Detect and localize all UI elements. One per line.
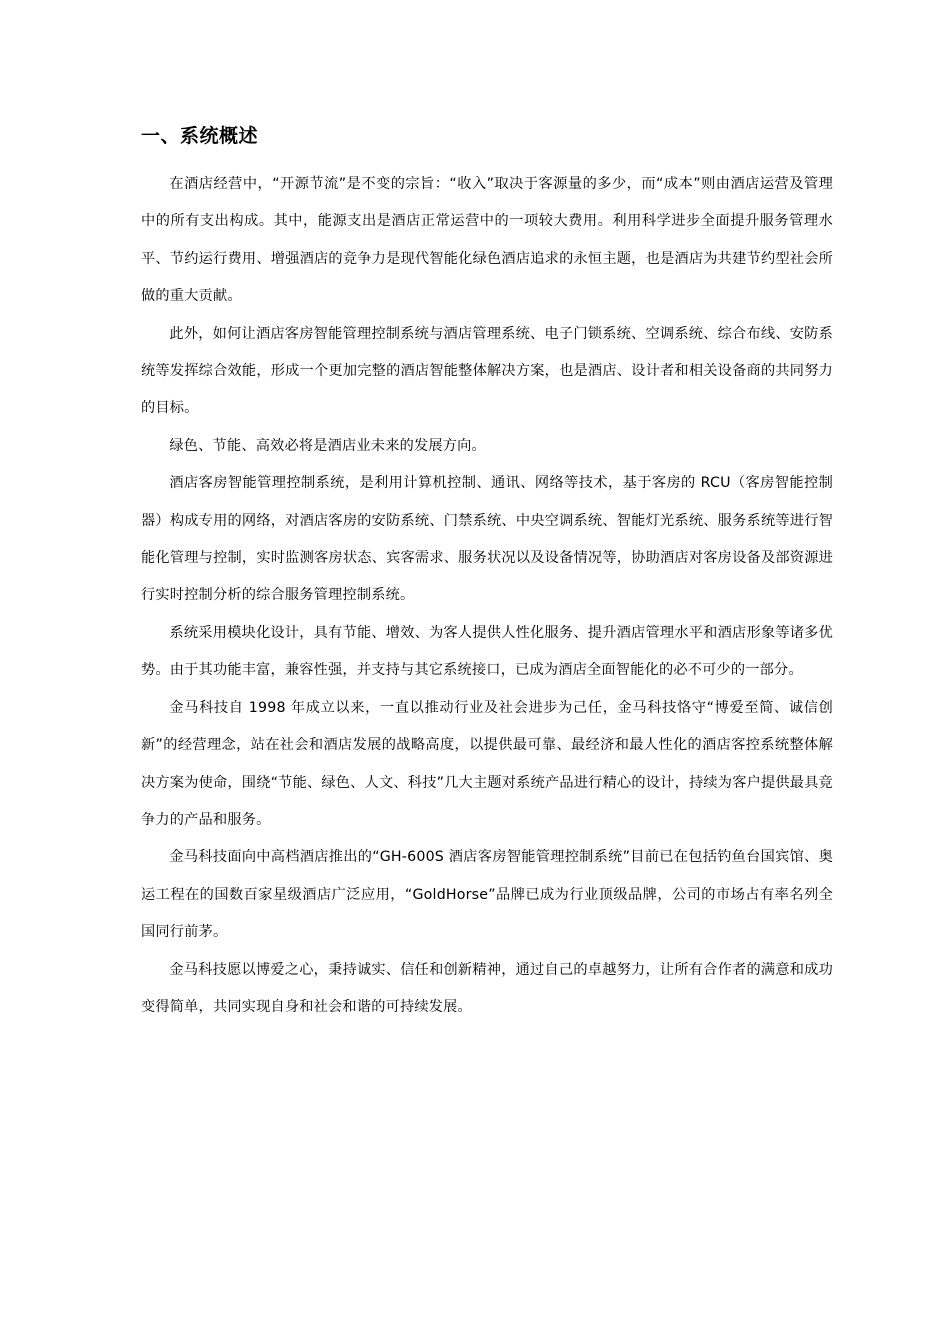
paragraph-company-vision: 金马科技愿以博爱之心，秉持诚实、信任和创新精神，通过自己的卓越努力，让所有合作者的满意和成功变得简单，共同实现自身和社会和谐的可持续发展。 [141, 961, 833, 1015]
paragraph-company-history: 金马科技自 1998 年成立以来，一直以推动行业及社会进步为己任，金马科技恪守“博爱至简、诚信创新”的经营理念，站在社会和酒店发展的战略高度，以提供最可靠、最经济和最人性化的酒店客控系统整体解决方案为使命，围绕“节能、绿色、人文、科技”几大主题对系统产品进行精心的设计，持续为客户提供最具竞争力的产品和服务。 [141, 699, 833, 828]
paragraph-modular-design: 系统采用模块化设计，具有节能、增效、为客人提供人性化服务、提升酒店管理水平和酒店形象等诸多优势。由于其功能丰富，兼容性强，并支持与其它系统接口，已成为酒店全面智能化的必不可少的一部分。 [141, 624, 833, 679]
document-body [141, 122, 833, 1026]
paragraph-product-adoption: 金马科技面向中高档酒店推出的“GH-600S 酒店客房智能管理控制系统”目前已在包括钓鱼台国宾馆、奥运工程在的国数百家星级酒店广泛应用，“GoldHorse”品牌已成为行业顶级品牌，公司的市场占有率名列全国同行前茅。 [141, 849, 833, 941]
paragraph-intro-cost: 在酒店经营中，“开源节流”是不变的宗旨：“收入”取决于客源量的多少，而“成本”则由酒店运营及管理中的所有支出构成。其中，能源支出是酒店正常运营中的一项较大费用。利用科学进步全面提升服务管理水平、节约运行费用、增强酒店的竞争力是现代智能化绿色酒店追求的永恒主题，也是酒店为共建节约型社会所做的重大贡献。 [141, 176, 833, 305]
paragraph-system-definition: 酒店客房智能管理控制系统，是利用计算机控制、通讯、网络等技术，基于客房的 RCU（客房智能控制器）构成专用的网络，对酒店客房的安防系统、门禁系统、中央空调系统、智能灯光系统、服务系统等进行智能化管理与控制，实时监测客房状态、宾客需求、服务状况以及设备情况等，协助酒店对客房设备及部资源进行实时控制分析的综合服务管理控制系统。 [141, 475, 833, 604]
paragraph-green-direction: 绿色、节能、高效必将是酒店业未来的发展方向。 [169, 437, 486, 454]
section-title: 一、系统概述 [141, 125, 259, 147]
paragraph-integration: 此外，如何让酒店客房智能管理控制系统与酒店管理系统、电子门锁系统、空调系统、综合布线、安防系统等发挥综合效能，形成一个更加完整的酒店智能整体解决方案，也是酒店、设计者和相关设备商的共同努力的目标。 [141, 325, 833, 417]
